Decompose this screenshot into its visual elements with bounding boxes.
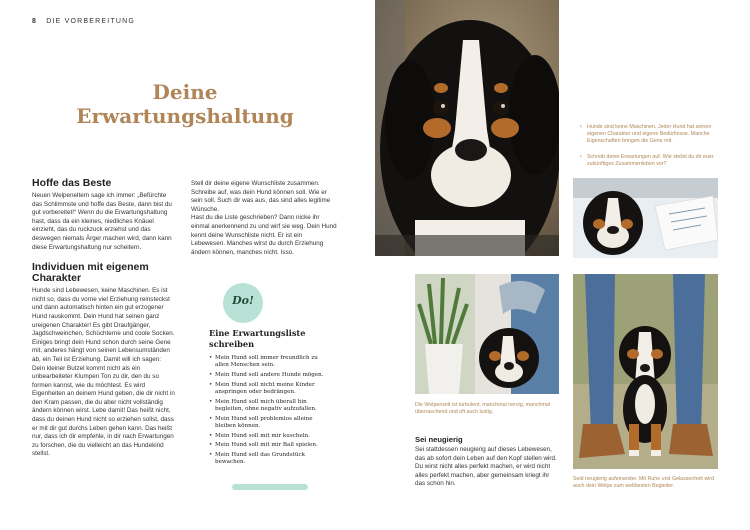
wishlist-intro-text: Stell dir deine eigene Wunschliste zusammen. Schreibe auf, was dein Hund können soll. Wie er sein soll. Such dir was aus, das sind alles legitime Wünsche. Hast du die Liste geschrieben? Dann nicke ihr einmal anerkennend zu und wirf sie weg. Dein Hund kennt deine Wunschliste nicht. Er ist ein Lebewesen. Manches wirst du durch Erziehung ändern können, manches nicht. Isso. (191, 180, 337, 256)
section-heading-curious: Sei neugierig (415, 435, 463, 444)
puppy-portrait-photo (375, 0, 559, 256)
wishlist-item: • Mein Hund soll mit mir Ball spielen. (209, 442, 327, 449)
wishlist-item: • Mein Hund soll problemlos alleine bleiben können. (209, 416, 327, 431)
puppy-with-plant-photo (415, 274, 559, 394)
photo-caption-curious: Seid neugierig aufeinander. Mit Ruhe und Gelassenheit wird auch dein Welpe zum weltbesten Begleiter. (573, 476, 715, 489)
section-body-hope: Neuen Welpeneltern sage ich immer: „Befürchte das Schlimmste und hoffe das Beste, dann bist du gut vorbereitet!“ Wenn du die Erwartungshaltung hast, dass da ein kleines, niedliches Knäuel einzieht, das du ruckzuck erziehst und das deswegen niemals Ärger machen wird, dann kann diese Erwartungshaltung nur scheitern. (32, 192, 172, 251)
wishlist-item: • Mein Hund soll nicht meine Kinder anspringen oder bedrängen. (209, 382, 327, 397)
title-line-2: Erwartungshaltung (76, 104, 294, 128)
section-heading-hope: Hoffe das Beste (32, 177, 112, 189)
chevron-left-icon: ‹ (580, 154, 582, 160)
wishlist (209, 355, 327, 469)
side-caption-1: ‹ Hunde sind keine Maschinen. Jeder Hund hat seinen eigenen Charakter und eigene Bedürfnisse. Manche Eigenschaften bringen die Gene mit. (580, 124, 712, 144)
puppy-with-note-photo (573, 178, 718, 258)
wishlist-item: • Mein Hund soll mit mir kuscheln. (209, 433, 327, 440)
side-caption-2: ‹ Schreib deine Erwartungen auf. Wie stellst du dir euer zukünftiges Zusammenleben vor? (580, 154, 714, 167)
page-number: 8 (32, 18, 38, 25)
text-column-2 (191, 180, 337, 257)
wishlist-item: • Mein Hund soll das Grundstück bewachen. (209, 452, 327, 467)
puppy-with-owner-photo (573, 274, 718, 469)
page-title (60, 80, 310, 128)
section-body-individuals: Hunde sind Lebewesen, keine Maschinen. Es ist nicht so, dass du vorne viel Erziehung reinsteckst und dann automatisch hinten ein gut erzogener Hund rauskommt. Dein Hund hat seinen ganz ureigenen Charakter! Es gibt Draufgänger, Jagdschweinchen, Schüchterne und coole Socken. Einiges bringt dein Hund schon durch seine Gene mit, anderes hängt von seinen Lebensumständen ab, ein Teil ist Erziehung. Damit will ich sagen: Dein kleiner Butzel kommt nicht als ein unbearbeiteter Klumpen Ton zu dir, den du so formen kannst, wie du möchtest. Es wird Eigenheiten an deinem Hund geben, die dir nicht in den Kram passen, die du aber nicht vollständig ändern können wirst. Lebe damit! Das heißt nicht, dass du deinen Hund nicht so erziehen sollst, dass er mit dir gut durchs Leben gehen kann. Das heißt nur, dass ich dir empfehle, in dir nach Erwartungen zu forschen, die du vielleicht an das Hundekind stellst. (32, 287, 175, 458)
do-badge-label: Do! (232, 294, 254, 307)
wishlist-item: • Mein Hund soll mich überall hin begleiten, ohne negativ aufzufallen. (209, 399, 327, 414)
decorative-brush-stroke (232, 484, 308, 490)
running-header (32, 18, 135, 25)
photo-caption-turbulent: Die Welpenzeit ist turbulent, manchmal nervig, manchmal überraschend und oft auch lustig. (415, 402, 551, 415)
wishlist-title: Eine Erwartungsliste schreiben (209, 328, 306, 349)
wishlist-item: • Mein Hund soll andere Hunde mögen. (209, 372, 327, 379)
chapter-name: DIE VORBEREITUNG (46, 18, 136, 25)
text-column-1 (32, 178, 175, 459)
wishlist-item: • Mein Hund soll immer freundlich zu allen Menschen sein. (209, 355, 327, 370)
chevron-left-icon: ‹ (580, 124, 582, 130)
title-line-1: Deine (152, 80, 218, 104)
section-heading-individuals: Individuen mit eigenem Charakter (32, 261, 149, 285)
section-body-curious: Sei stattdessen neugierig auf dieses Lebewesen, das ab sofort dein Leben auf den Kopf stellen wird. Du wirst nicht alles perfekt machen, er wird nicht alles perfekt machen, aber gemeinsam kriegt ihr das schon hin. (415, 446, 557, 488)
